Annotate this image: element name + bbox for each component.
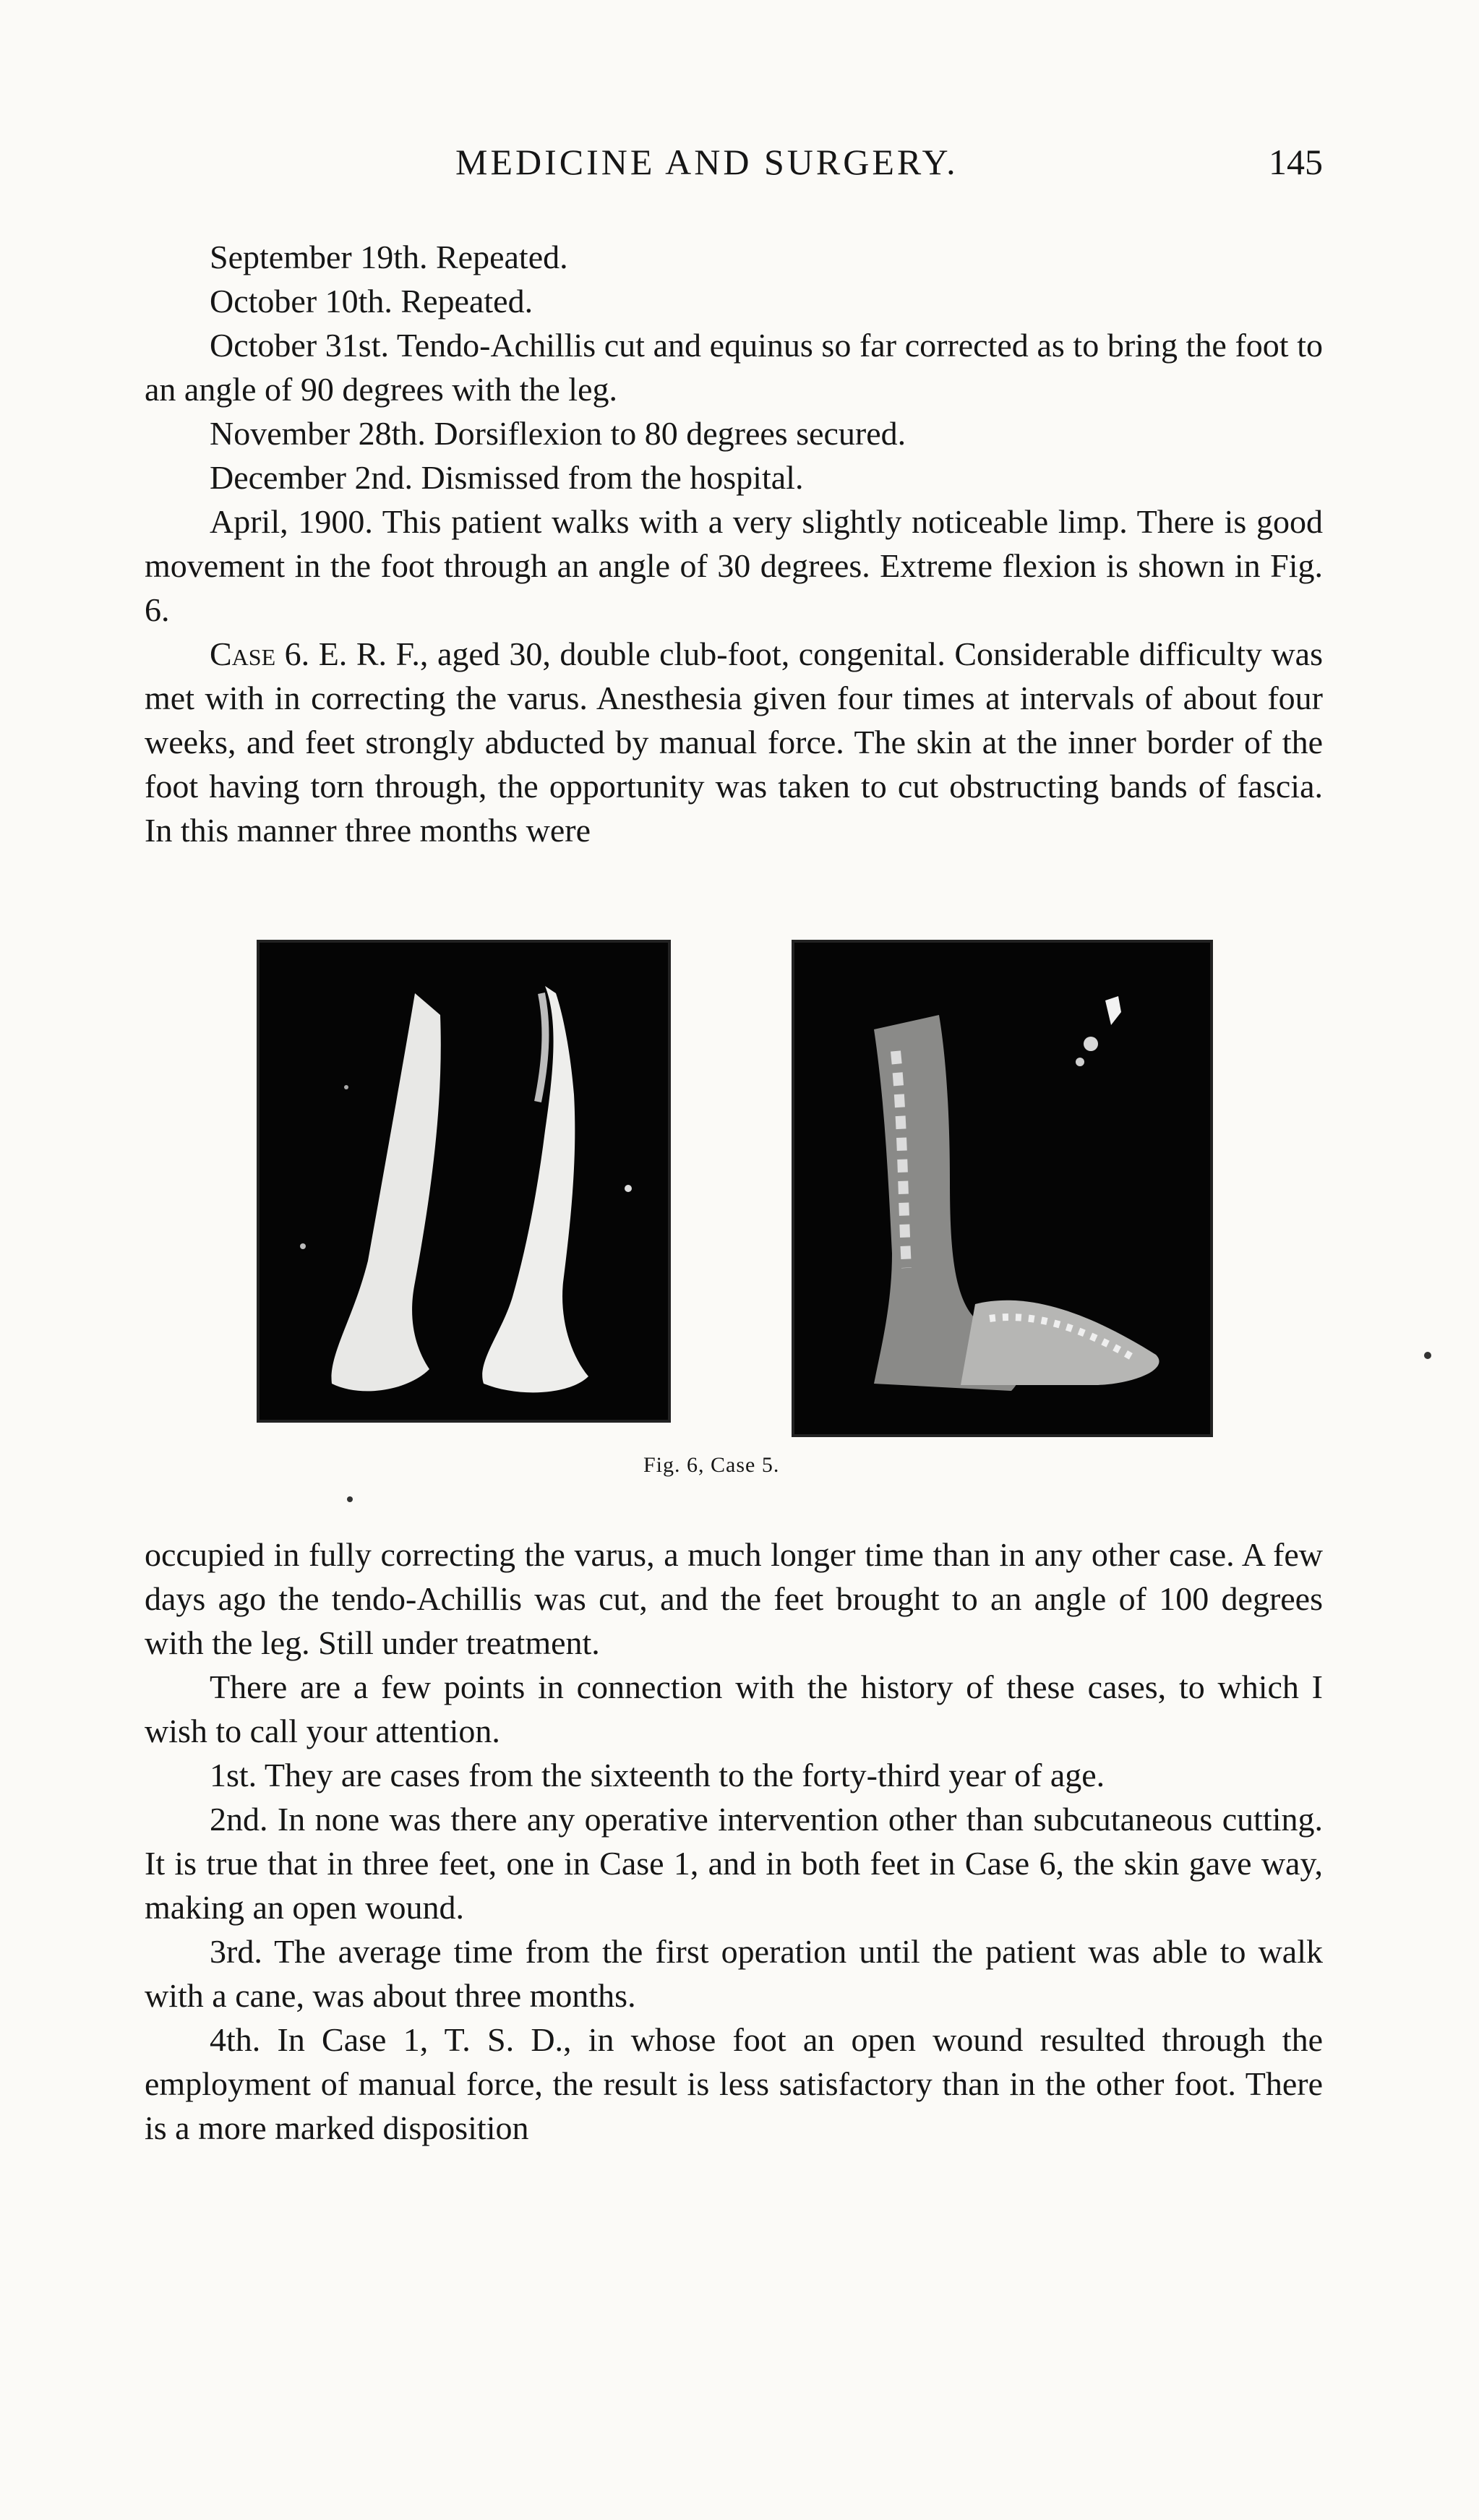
text-block-top [145, 235, 1323, 852]
case-6-paragraph [145, 632, 1323, 852]
paragraph: 4th. In Case 1, T. S. D., in whose foot an open wound resulted through the employment of manual force, the result is less satisfactory than in the other foot. There is a more marked disposition [145, 2021, 1323, 2146]
photo-foot-flexion [792, 940, 1213, 1437]
paragraph: occupied in fully correcting the varus, a much longer time than in any other case. A few days ago the tendo-Achillis was cut, and the feet brought to an angle of 100 degrees with the leg. Still under treatment. [145, 1536, 1323, 1661]
case-text: 6. E. R. F., aged 30, double club-foot, congenital. Considerable difficulty was met with in correcting the varus. Anesthesia given four times at intervals of about four weeks, and feet strongly abducted by manual force. The skin at the inner border of the foot having torn through, the opportunity was taken to cut obstructing bands of fascia. In this manner three months were [145, 635, 1323, 849]
text-block-bottom [145, 1533, 1323, 2150]
running-head [145, 141, 1323, 192]
paragraph: 2nd. In none was there any operative intervention other than subcutaneous cutting. It is true that in three feet, one in Case 1, and in both feet in Case 6, the skin gave way, making an open wound. [145, 1801, 1323, 1926]
foot-flexion-illustration [794, 943, 1210, 1434]
ink-speck [347, 1496, 353, 1502]
paragraph: September 19th. Repeated. [210, 239, 568, 275]
case-label: Case [210, 635, 276, 672]
figure-caption: Fig. 6, Case 5. [643, 1453, 780, 1477]
paragraph: 3rd. The average time from the first operation until the patient was able to walk with a cane, was about three months. [145, 1933, 1323, 2014]
paragraph: October 10th. Repeated. [210, 283, 533, 320]
paragraph: April, 1900. This patient walks with a very slightly noticeable limp. There is good movement in the foot through an angle of 30 degrees. Extreme flexion is shown in Fig. 6. [145, 503, 1323, 628]
photo-legs-front [257, 940, 671, 1423]
legs-front-illustration [260, 943, 668, 1420]
paragraph: December 2nd. Dismissed from the hospital. [210, 459, 804, 496]
ink-speck [1424, 1352, 1431, 1359]
paragraph: There are a few points in connection with the history of these cases, to which I wish to call your attention. [145, 1668, 1323, 1749]
running-title: MEDICINE AND SURGERY. [455, 142, 959, 182]
page-number: 145 [1269, 142, 1323, 182]
figure [145, 933, 1323, 1496]
paragraph: November 28th. Dorsiflexion to 80 degrees secured. [210, 415, 906, 452]
paragraph: October 31st. Tendo-Achillis cut and equinus so far corrected as to bring the foot to an angle of 90 degrees with the leg. [145, 327, 1323, 408]
paragraph: 1st. They are cases from the sixteenth to the forty-third year of age. [210, 1757, 1105, 1793]
